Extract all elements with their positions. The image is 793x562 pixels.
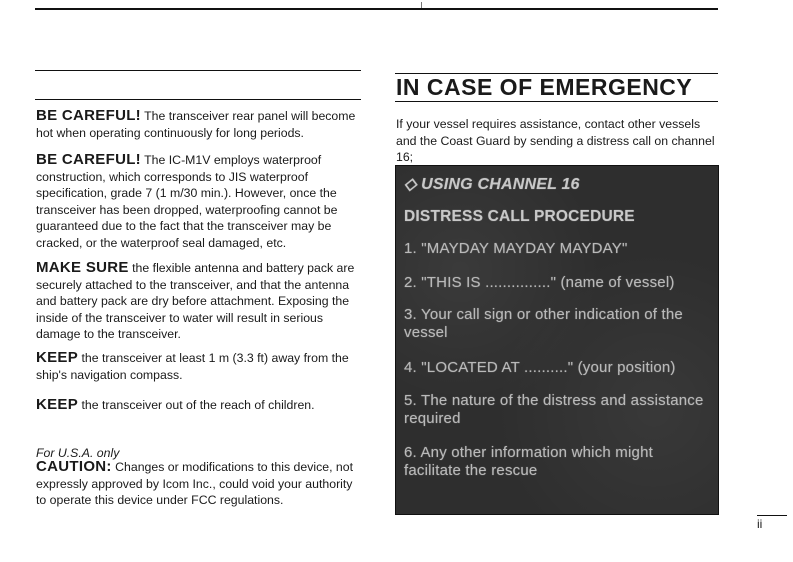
distress-procedure-panel [395,165,719,515]
left-column-rule-lower [35,99,361,100]
panel-subheading: DISTRESS CALL PROCEDURE [404,208,635,225]
precaution-antenna-battery [36,260,362,343]
precaution-lead: KEEP [36,396,79,413]
emergency-title: IN CASE OF EMERGENCY [396,74,693,100]
procedure-step: 3. Your call sign or other indication of the vessel [404,306,683,341]
left-column-rule [35,70,361,71]
emergency-intro: If your vessel requires assistance, contact other vessels and the Coast Guard by sending a distress call on channel 16; [396,117,715,164]
precaution-lead: BE CAREFUL! [36,107,141,124]
page-number: ii [757,517,763,531]
precaution-lead: MAKE SURE [36,259,129,276]
top-rule [35,8,718,10]
procedure-step: 5. The nature of the distress and assistance required [404,392,704,427]
top-center-tick [421,2,422,8]
caution-text: Changes or modifications to this device, not expressly approved by Icom Inc., could void your authority to operate this device under FCC regulations. [36,460,354,507]
fcc-caution [36,459,362,509]
precaution-lead: BE CAREFUL! [36,151,141,168]
precaution-text: The IC-M1V employs waterproof construction, which corresponds to JIS waterproof specification, grade 7 (1 m/30 min.). However, once the transceiver has been dropped, waterproofing cannot be guaranteed due to the fact that the transceiver may be cracked, or the waterproof seal damaged, etc. [36,153,338,250]
precaution-text: the transceiver out of the reach of children. [78,398,315,412]
procedure-step: 4. "LOCATED AT .........." (your position) [404,359,676,376]
precaution-text: the transceiver at least 1 m (3.3 ft) away from the ship's navigation compass. [36,351,349,382]
caution-lead: CAUTION: [36,458,112,475]
precaution-children [36,397,362,414]
fcc-note: For U.S.A. only [36,446,120,460]
precaution-waterproof [36,152,362,251]
right-column-rule-lower [395,101,718,102]
page-number-rule [757,515,787,516]
panel-heading: ◇ USING CHANNEL 16 [404,176,580,193]
procedure-step: 6. Any other information which might facilitate the rescue [404,444,653,479]
precaution-lead: KEEP [36,349,79,366]
precaution-hot-panel [36,108,362,141]
procedure-step: 1. "MAYDAY MAYDAY MAYDAY" [404,240,628,257]
procedure-step: 2. "THIS IS ..............." (name of vessel) [404,274,675,291]
precaution-compass [36,350,362,383]
precaution-text: the flexible antenna and battery pack are securely attached to the transceiver, and that the antenna and battery pack are dry before attachment. Exposing the inside of the transceiver to water will result in serious damage to the transceiver. [36,261,355,341]
precaution-text: The transceiver rear panel will become hot when operating continuously for long periods. [36,109,356,140]
